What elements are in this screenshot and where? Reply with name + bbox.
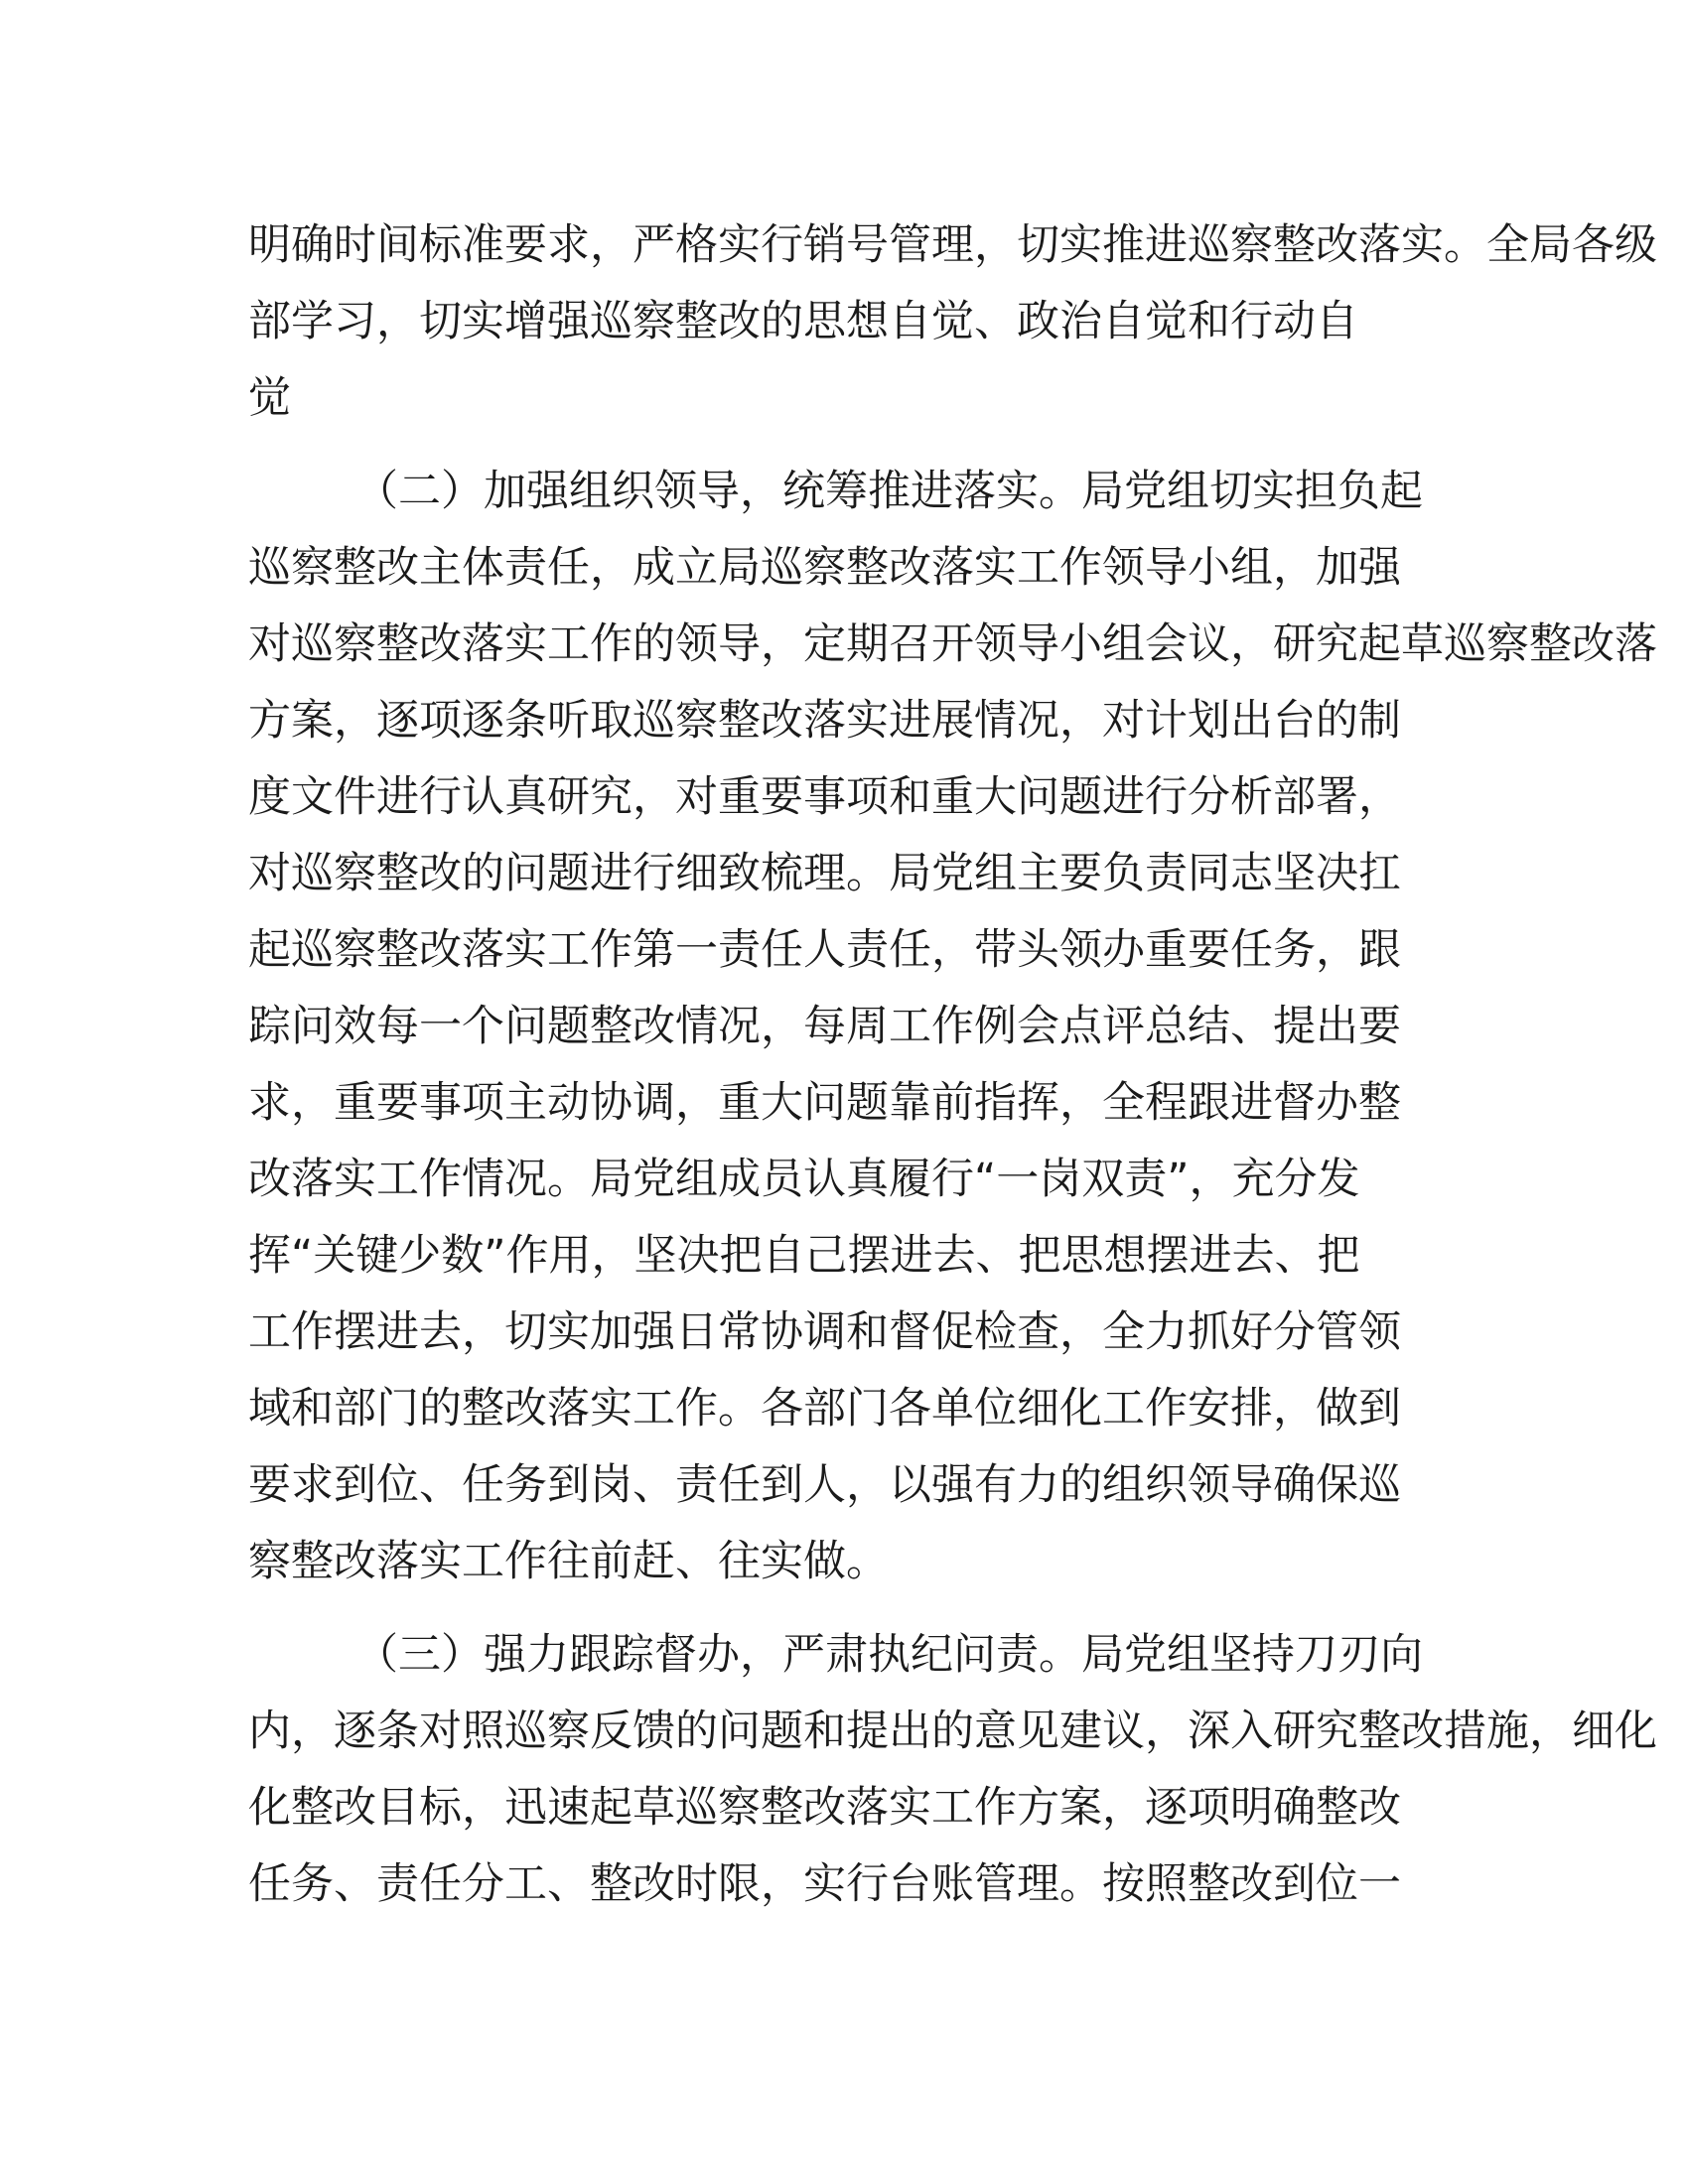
paragraph-spacer (248, 1603, 1688, 1620)
text-line: 挥“关键少数”作用，坚决把自己摆进去、把思想摆进去、把 (248, 1231, 1360, 1281)
paragraph-1 (248, 210, 1688, 440)
text-line: 任务、责任分工、整改时限，实行台账管理。按照整改到位一 (248, 1859, 1401, 1909)
text-line: 起巡察整改落实工作第一责任人责任，带头领办重要任务，跟 (248, 925, 1401, 975)
paragraph-3 (248, 1620, 1688, 1926)
text-line: 域和部门的整改落实工作。各部门各单位细化工作安排，做到 (248, 1384, 1401, 1433)
paragraph-2 (248, 457, 1688, 1603)
text-line: 对巡察整改落实工作的领导，定期召开领导小组会议，研究起草巡察整改落 (248, 619, 1657, 669)
text-line: 度文件进行认真研究，对重要事项和重大问题进行分析部署， (248, 772, 1401, 822)
text-line: 察整改落实工作往前赶、往实做。 (248, 1537, 889, 1586)
text-line: 要求到位、任务到岗、责任到人，以强有力的组织领导确保巡 (248, 1460, 1401, 1510)
text-line: 方案，逐项逐条听取巡察整改落实进展情况，对计划出台的制 (248, 696, 1401, 746)
text-line: 对巡察整改的问题进行细致梳理。局党组主要负责同志坚决扛 (248, 849, 1401, 898)
document-body (248, 210, 1688, 1926)
text-line: 部学习，切实增强巡察整改的思想自觉、政治自觉和行动自 (248, 297, 1358, 346)
text-line: 化整改目标，迅速起草巡察整改落实工作方案，逐项明确整改 (248, 1783, 1401, 1833)
text-line: 觉 (248, 373, 291, 423)
text-line: 巡察整改主体责任，成立局巡察整改落实工作领导小组，加强 (248, 543, 1401, 593)
text-line: （三）强力跟踪督办，严肃执纪问责。局党组坚持刀刃向 (355, 1630, 1423, 1680)
text-line: 内，逐条对照巡察反馈的问题和提出的意见建议，深入研究整改措施，细化 (248, 1706, 1657, 1756)
paragraph-spacer (248, 440, 1688, 457)
text-line: （二）加强组织领导，统筹推进落实。局党组切实担负起 (355, 467, 1423, 516)
text-line: 明确时间标准要求，严格实行销号管理，切实推进巡察整改落实。全局各级 (248, 220, 1657, 270)
text-line: 工作摆进去，切实加强日常协调和督促检查，全力抓好分管领 (248, 1307, 1401, 1357)
text-line: 求，重要事项主动协调，重大问题靠前指挥，全程跟进督办整 (248, 1078, 1401, 1128)
text-line: 改落实工作情况。局党组成员认真履行“一岗双责”，充分发 (248, 1155, 1360, 1204)
text-line: 踪问效每一个问题整改情况，每周工作例会点评总结、提出要 (248, 1002, 1401, 1051)
